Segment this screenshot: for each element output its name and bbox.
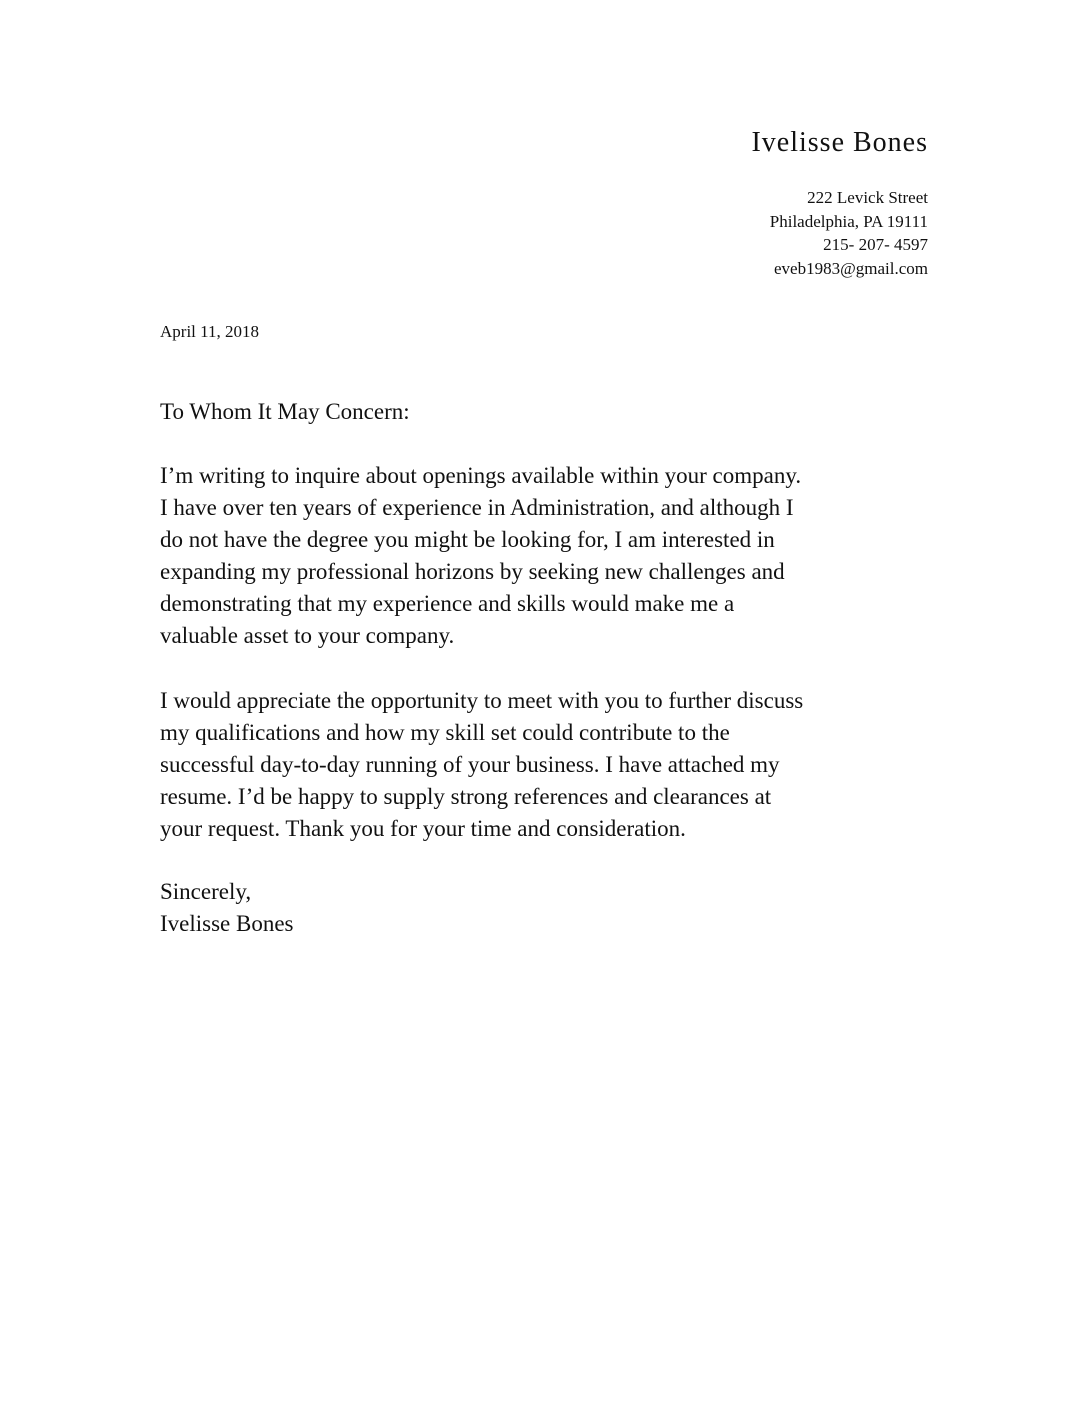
signature-name: Ivelisse Bones xyxy=(160,911,294,936)
paragraph-line: valuable asset to your company. xyxy=(160,623,455,648)
paragraph-line: I have over ten years of experience in Administration, and although I xyxy=(160,495,794,520)
paragraph-line: your request. Thank you for your time and consideration. xyxy=(160,816,686,841)
sender-phone: 215- 207- 4597 xyxy=(823,235,928,254)
sender-name: Ivelisse Bones xyxy=(751,127,928,158)
sender-street: 222 Levick Street xyxy=(807,188,928,207)
valediction: Sincerely, xyxy=(160,879,252,904)
paragraph-line: expanding my professional horizons by seeking new challenges and xyxy=(160,559,785,584)
paragraph-line: resume. I’d be happy to supply strong references and clearances at xyxy=(160,784,772,809)
letter-date: April 11, 2018 xyxy=(160,322,260,341)
paragraph-line: I would appreciate the opportunity to meet with you to further discuss xyxy=(160,688,804,713)
sender-city-state-zip: Philadelphia, PA 19111 xyxy=(769,211,928,231)
paragraph-line: demonstrating that my experience and skills would make me a xyxy=(160,591,735,616)
body-paragraph-2 xyxy=(160,685,940,845)
paragraph-line: my qualifications and how my skill set could contribute to the xyxy=(160,720,730,745)
body-paragraph-1 xyxy=(160,460,940,652)
sender-address-block xyxy=(770,186,928,280)
closing-block xyxy=(160,876,294,940)
paragraph-line: do not have the degree you might be looking for, I am interested in xyxy=(160,527,775,552)
paragraph-line: successful day-to-day running of your business. I have attached my xyxy=(160,752,780,777)
paragraph-line: I’m writing to inquire about openings available within your company. xyxy=(160,463,802,488)
salutation: To Whom It May Concern: xyxy=(160,399,410,424)
sender-email: eveb1983@gmail.com xyxy=(774,258,928,278)
